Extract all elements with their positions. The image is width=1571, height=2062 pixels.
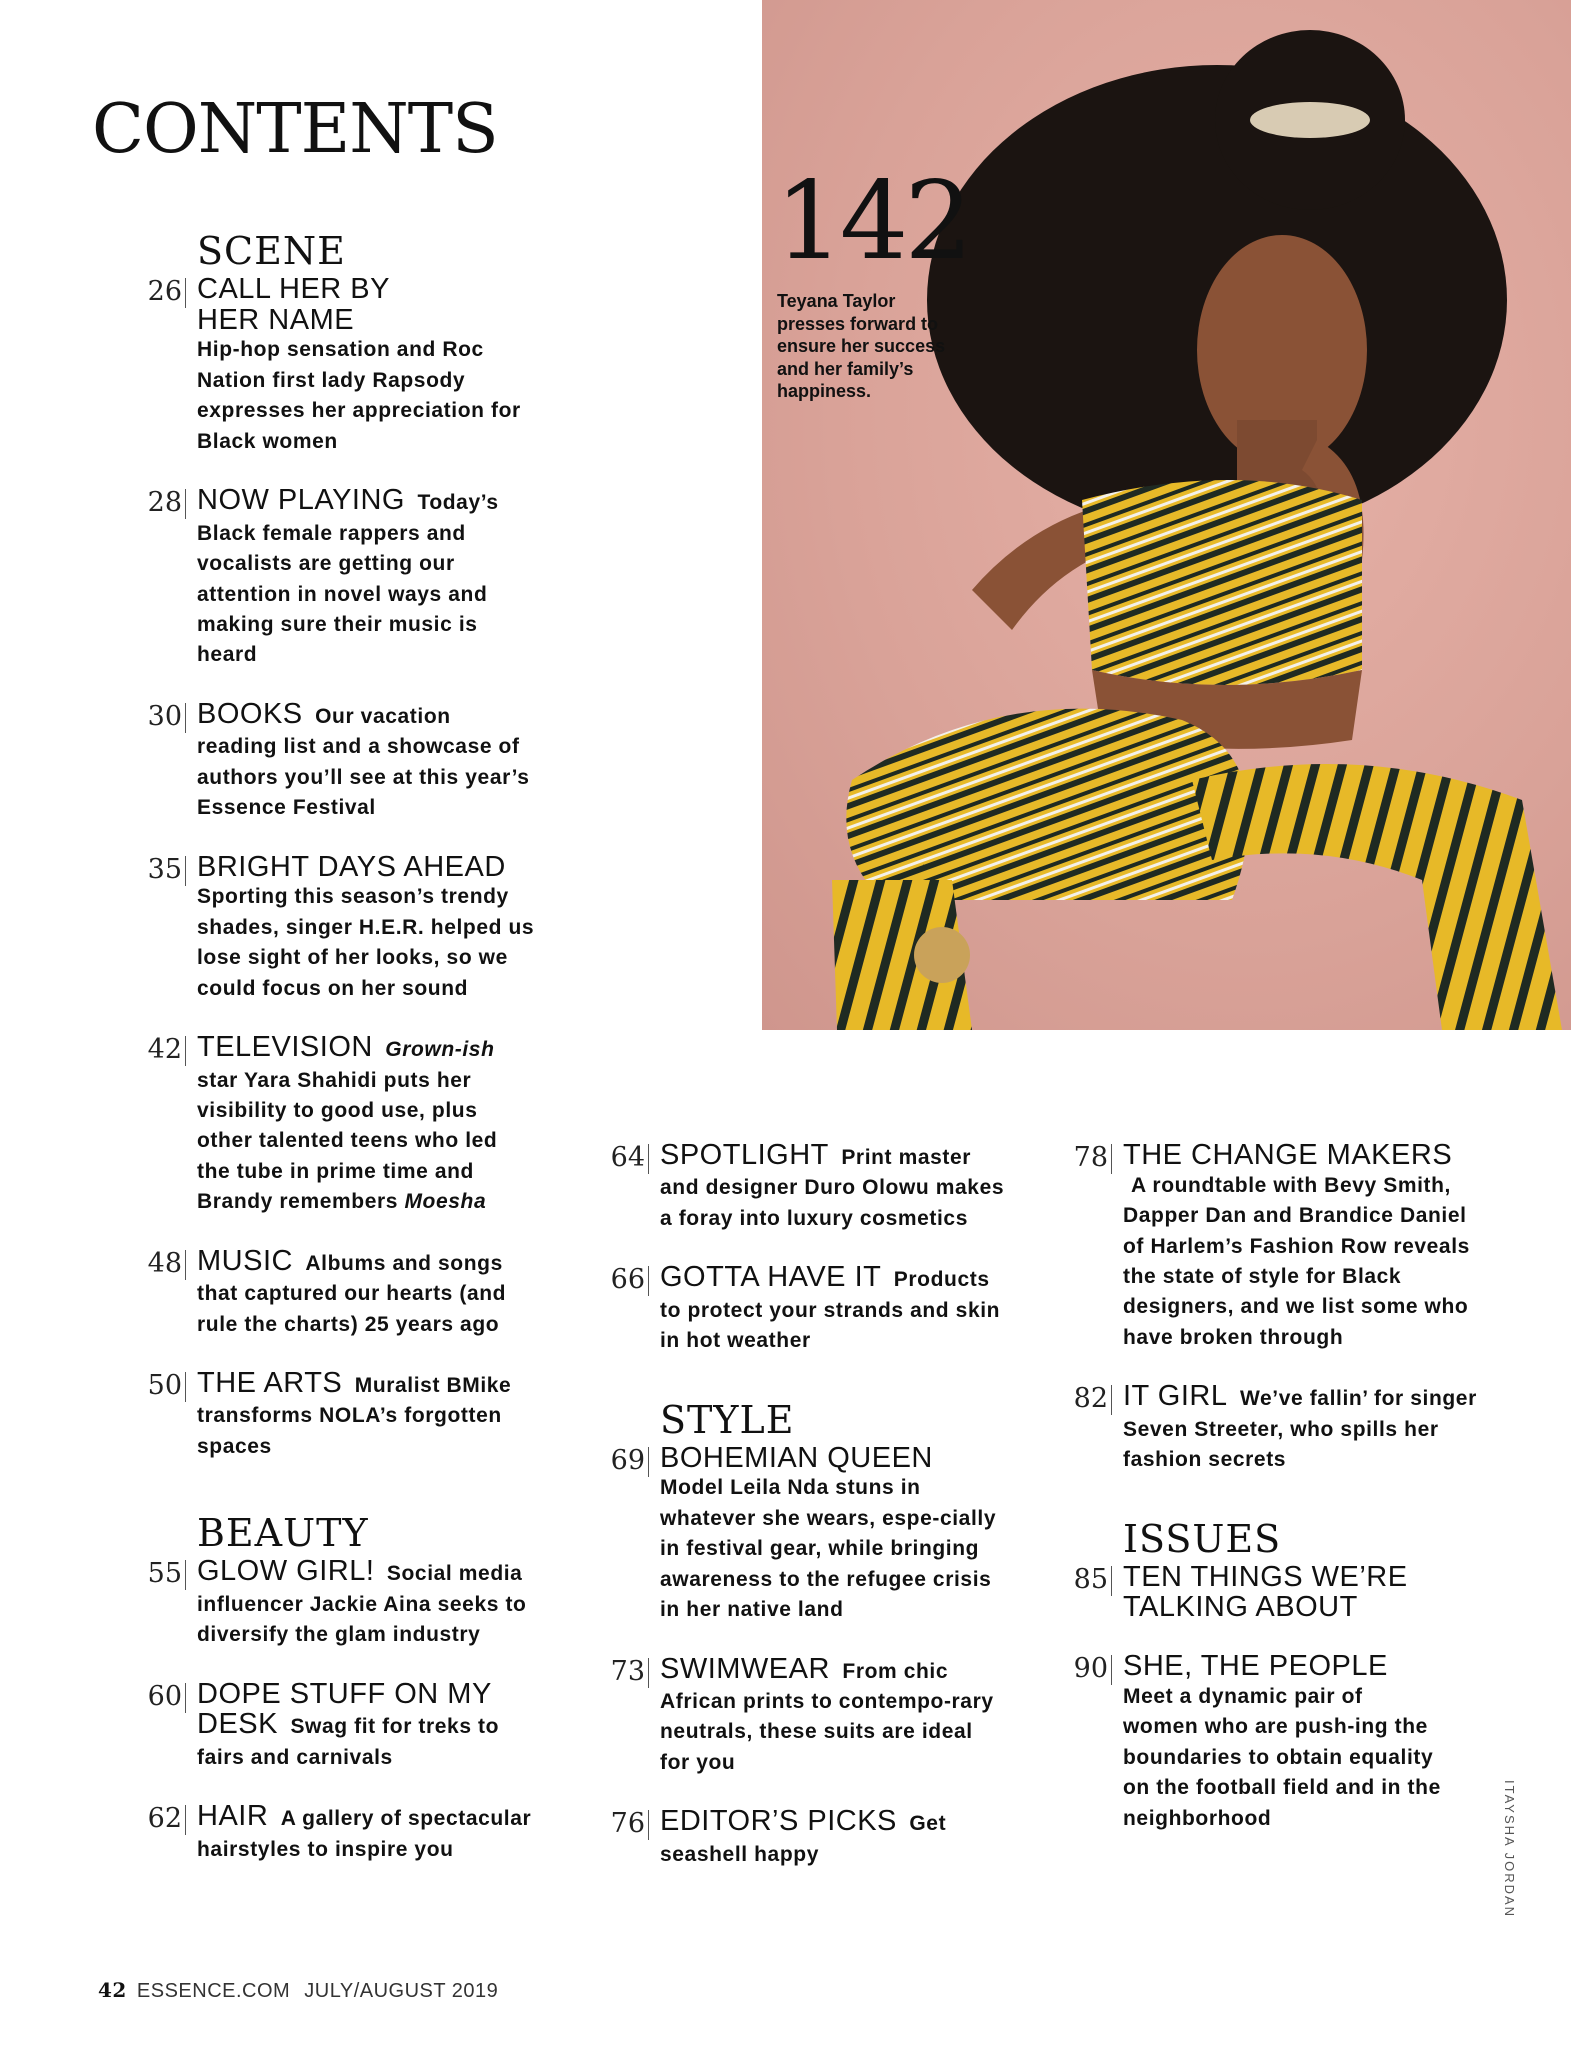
entry-description: Sporting this season’s trendy shades, singer H.E.R. helped us lose sight of her looks, so we could focus on her sound <box>197 885 535 1000</box>
footer-page-number: 42 <box>98 1978 127 2002</box>
entry-description: Hip-hop sensation and Roc Nation first lady Rapsody expresses her appreciation for Black women <box>197 338 521 453</box>
entry-description: A gallery of spectacular hairstyles to inspire you <box>197 1807 532 1861</box>
toc-entry[interactable] <box>92 1801 542 1865</box>
divider <box>1111 1144 1112 1174</box>
entry-description <box>197 1038 497 1213</box>
toc-entry[interactable] <box>92 274 542 457</box>
toc-entry[interactable] <box>555 1443 1015 1626</box>
page-number: 69 <box>610 1444 645 1476</box>
page-number: 82 <box>1073 1383 1108 1415</box>
divider <box>185 1805 186 1835</box>
entry-body <box>197 1801 537 1865</box>
entry-heading: THE CHANGE MAKERS <box>1123 1139 1453 1171</box>
entry-description: Print master and designer Duro Olowu makes a foray into luxury cosmetics <box>660 1146 1005 1230</box>
entry-body <box>197 1556 537 1650</box>
photo-credit: ITAYSHA JORDAN <box>1502 1780 1517 1919</box>
section-heading-style: STYLE <box>660 1397 795 1442</box>
toc-entry[interactable] <box>92 699 542 824</box>
page-number: 26 <box>147 276 182 307</box>
entry-heading: IT GIRL <box>1123 1380 1228 1413</box>
toc-entry[interactable] <box>1018 1651 1488 1834</box>
divider <box>1111 1385 1112 1415</box>
entry-heading: BOHEMIAN QUEEN <box>660 1441 933 1474</box>
page-number: 55 <box>147 1558 182 1590</box>
entry-body <box>660 1140 1005 1234</box>
entry-body <box>1123 1381 1478 1475</box>
page-footer <box>98 1978 498 2003</box>
entry-description: We’ve fallin’ for singer Seven Streeter, who spills her fashion secrets <box>1123 1387 1477 1472</box>
entry-description: Get seashell happy <box>660 1812 947 1866</box>
show-title: Grown-ish <box>385 1038 495 1062</box>
toc-entry[interactable] <box>92 1246 542 1340</box>
toc-entry[interactable] <box>1018 1381 1488 1475</box>
section-heading-beauty: BEAUTY <box>197 1511 369 1556</box>
page-number: 78 <box>1073 1142 1108 1173</box>
contents-column-2 <box>555 1140 1015 1870</box>
feature-caption: Teyana Taylor presses forward to ensure her success and her family’s happiness. <box>777 291 946 401</box>
page-number: 42 <box>147 1034 182 1066</box>
page-number: 48 <box>147 1247 182 1279</box>
divider <box>185 856 186 886</box>
entry-heading: GOTTA HAVE IT <box>660 1261 882 1294</box>
page-number: 73 <box>610 1655 645 1687</box>
page-title: CONTENTS <box>92 90 498 169</box>
divider <box>185 1372 186 1402</box>
entry-description-text: star Yara Shahidi puts her visibility to good use, plus other talented teens who led the tube in prime time and Brandy remembers <box>197 1068 498 1214</box>
entry-body <box>197 485 537 671</box>
entry-description: From chic African prints to contempo-rary neutrals, these suits are ideal for you <box>660 1659 994 1774</box>
divider <box>185 1250 186 1280</box>
entry-body <box>197 1679 537 1774</box>
divider <box>648 1447 649 1477</box>
page-number: 50 <box>147 1370 182 1402</box>
toc-entry[interactable] <box>92 852 542 1004</box>
entry-heading: GLOW GIRL! <box>197 1555 375 1588</box>
divider <box>185 1036 186 1066</box>
page-number: 90 <box>1073 1653 1108 1685</box>
toc-entry[interactable] <box>92 485 542 671</box>
divider <box>185 489 186 519</box>
feature-page-number: 142 <box>775 159 970 284</box>
entry-heading: SHE, THE PEOPLE <box>1123 1650 1388 1683</box>
page-number: 28 <box>147 487 182 519</box>
page-number: 62 <box>147 1803 182 1835</box>
entry-body <box>197 1368 537 1462</box>
toc-entry[interactable] <box>555 1262 1015 1356</box>
divider <box>648 1266 649 1296</box>
entry-body <box>1123 1140 1478 1353</box>
divider <box>1111 1566 1112 1596</box>
section-heading-issues: ISSUES <box>1123 1516 1282 1561</box>
entry-heading: BOOKS <box>197 697 303 730</box>
entry-description: Muralist BMike transforms NOLA’s forgotten spaces <box>197 1374 512 1458</box>
entry-description: Albums and songs that captured our hearts (and rule the charts) 25 years ago <box>197 1251 507 1336</box>
divider <box>185 703 186 733</box>
entry-heading: THE ARTS <box>197 1367 343 1400</box>
entry-description: Model Leila Nda stuns in whatever she wears, espe-cially in festival gear, while bringing awareness to the refugee crisis in her native land <box>660 1476 997 1622</box>
page-number: 64 <box>610 1142 645 1173</box>
entry-body <box>660 1654 1005 1779</box>
section-heading-scene: SCENE <box>197 229 346 273</box>
toc-entry[interactable] <box>555 1654 1015 1779</box>
entry-heading: BRIGHT DAYS AHEAD <box>197 850 506 883</box>
entry-body <box>660 1262 1005 1356</box>
toc-entry[interactable] <box>92 1679 542 1774</box>
page-number: 66 <box>610 1264 645 1296</box>
page-number: 76 <box>610 1808 645 1840</box>
entry-body <box>197 1032 537 1218</box>
toc-entry[interactable] <box>1018 1140 1488 1353</box>
entry-body <box>197 1246 537 1340</box>
entry-heading: MUSIC <box>197 1244 293 1277</box>
page-number: 30 <box>147 700 182 732</box>
entry-heading: SWIMWEAR <box>660 1652 830 1685</box>
entry-heading: EDITOR’S PICKS <box>660 1805 897 1838</box>
page-number: 60 <box>147 1680 182 1712</box>
toc-entry[interactable] <box>92 1556 542 1650</box>
footer-issue: JULY/AUGUST 2019 <box>304 1980 499 2002</box>
portrait-illustration <box>762 0 1571 1030</box>
entry-description: Products to protect your strands and skin in hot weather <box>660 1268 1001 1353</box>
entry-body <box>660 1806 1005 1870</box>
entry-heading: DOPE STUFF ON MY DESK <box>197 1677 492 1741</box>
entry-description: Our vacation reading list and a showcase of authors you’ll see at this year’s Essence Festival <box>197 704 530 820</box>
divider <box>648 1144 649 1174</box>
cover-photo <box>762 0 1571 1030</box>
page-number: 35 <box>147 853 182 885</box>
entry-heading: TEN THINGS WE’RE TALKING ABOUT <box>1123 1560 1408 1624</box>
toc-entry[interactable] <box>92 1032 542 1218</box>
entry-heading: HAIR <box>197 1800 269 1833</box>
toc-entry[interactable] <box>1018 1562 1488 1623</box>
page-number: 85 <box>1073 1563 1108 1595</box>
entry-heading: NOW PLAYING <box>197 484 405 517</box>
toc-entry[interactable] <box>555 1806 1015 1870</box>
entry-heading: CALL HER BY HER NAME <box>197 273 390 336</box>
divider <box>185 1683 186 1713</box>
entry-description: A roundtable with Bevy Smith, Dapper Dan and Brandice Daniel of Harlem’s Fashion Row reveals the state of style for Black designers, and we list some who have broken through <box>1123 1173 1470 1349</box>
entry-heading: SPOTLIGHT <box>660 1139 829 1171</box>
entry-description: Swag fit for treks to fairs and carnivals <box>197 1715 500 1769</box>
entry-description: Today’s Black female rappers and vocalists are getting our attention in novel ways and making sure their music is heard <box>197 491 499 667</box>
show-title: Moesha <box>404 1190 487 1214</box>
divider <box>648 1810 649 1840</box>
entry-description: Meet a dynamic pair of women who are push-ing the boundaries to obtain equality on the football field and in the neighborhood <box>1123 1684 1441 1830</box>
divider <box>185 278 186 308</box>
entry-heading: TELEVISION <box>197 1031 373 1064</box>
divider <box>185 1560 186 1590</box>
footer-site: ESSENCE.COM <box>136 1980 291 2002</box>
entry-description: Social media influencer Jackie Aina seeks to diversify the glam industry <box>197 1562 527 1647</box>
divider <box>648 1658 649 1688</box>
contents-column-1 <box>92 229 542 1865</box>
divider <box>1111 1655 1112 1685</box>
entry-body <box>197 699 537 824</box>
contents-column-3 <box>1018 1140 1488 1834</box>
toc-entry[interactable] <box>555 1140 1015 1234</box>
toc-entry[interactable] <box>92 1368 542 1462</box>
